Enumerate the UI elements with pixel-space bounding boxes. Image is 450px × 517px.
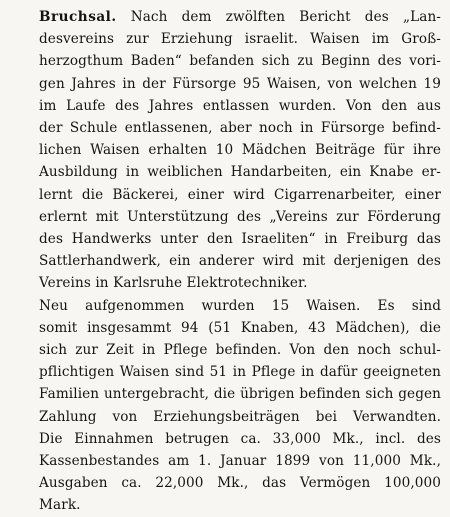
article-line: herzogthum Baden“ befanden sich zu Beginn des vori- <box>39 53 441 70</box>
news-article <box>9 6 441 517</box>
article-line: Kassenbestandes am 1. Januar 1899 von 11,000 Mk., <box>39 453 441 470</box>
article-line: Neu aufgenommen wurden 15 Waisen. Es sind <box>39 297 441 314</box>
article-paragraph-1 <box>9 6 441 295</box>
article-line: Mark. <box>39 497 81 514</box>
article-line: Sattlerhandwerk, ein anderer wird mit derjenigen des <box>39 253 441 270</box>
article-line: gen Jahres in der Fürsorge 95 Waisen, von welchen 19 <box>39 75 441 92</box>
article-line <box>9 6 441 28</box>
article-line: lernt die Bäckerei, einer wird Cigarrenarbeiter, einer <box>39 186 441 203</box>
article-line: sich zur Zeit in Pflege befinden. Von den noch schul- <box>39 342 441 359</box>
article-line: erlernt mit Unterstützung des „Vereins zur Förderung <box>39 208 441 225</box>
article-line: des Handwerks unter den Israeliten“ in Freiburg das <box>39 231 441 248</box>
article-line: Ausgaben ca. 22,000 Mk., das Vermögen 100,000 <box>39 475 441 492</box>
article-line: pflichtigen Waisen sind 51 in Pflege in dafür geeigneten <box>39 364 441 381</box>
article-line: Ausbildung in weiblichen Handarbeiten, ein Knabe er- <box>39 164 441 181</box>
article-line: Die Einnahmen betrugen ca. 33,000 Mk., incl. des <box>39 430 441 447</box>
article-line: Familien untergebracht, die übrigen befinden sich gegen <box>39 386 441 403</box>
article-line: im Laufe des Jahres entlassen wurden. Von den aus <box>39 97 441 114</box>
article-line: der Schule entlassenen, aber noch in Fürsorge befind- <box>39 120 441 137</box>
article-line: Vereins in Karlsruhe Elektrotechniker. <box>39 275 308 292</box>
article-line-text: Nach dem zwölften Bericht des „Lan- <box>116 9 441 25</box>
article-line: Zahlung von Erziehungsbeiträgen bei Verwandten. <box>39 408 441 425</box>
article-line: somit insgesammt 94 (51 Knaben, 43 Mädchen), die <box>39 319 441 336</box>
place-heading: Bruchsal. <box>39 9 117 25</box>
article-line: lichen Waisen erhalten 10 Mädchen Beiträge für ihre <box>39 142 441 159</box>
article-line: desvereins zur Erziehung israelit. Waisen im Groß- <box>39 31 441 48</box>
article-paragraph-2 <box>9 295 441 517</box>
